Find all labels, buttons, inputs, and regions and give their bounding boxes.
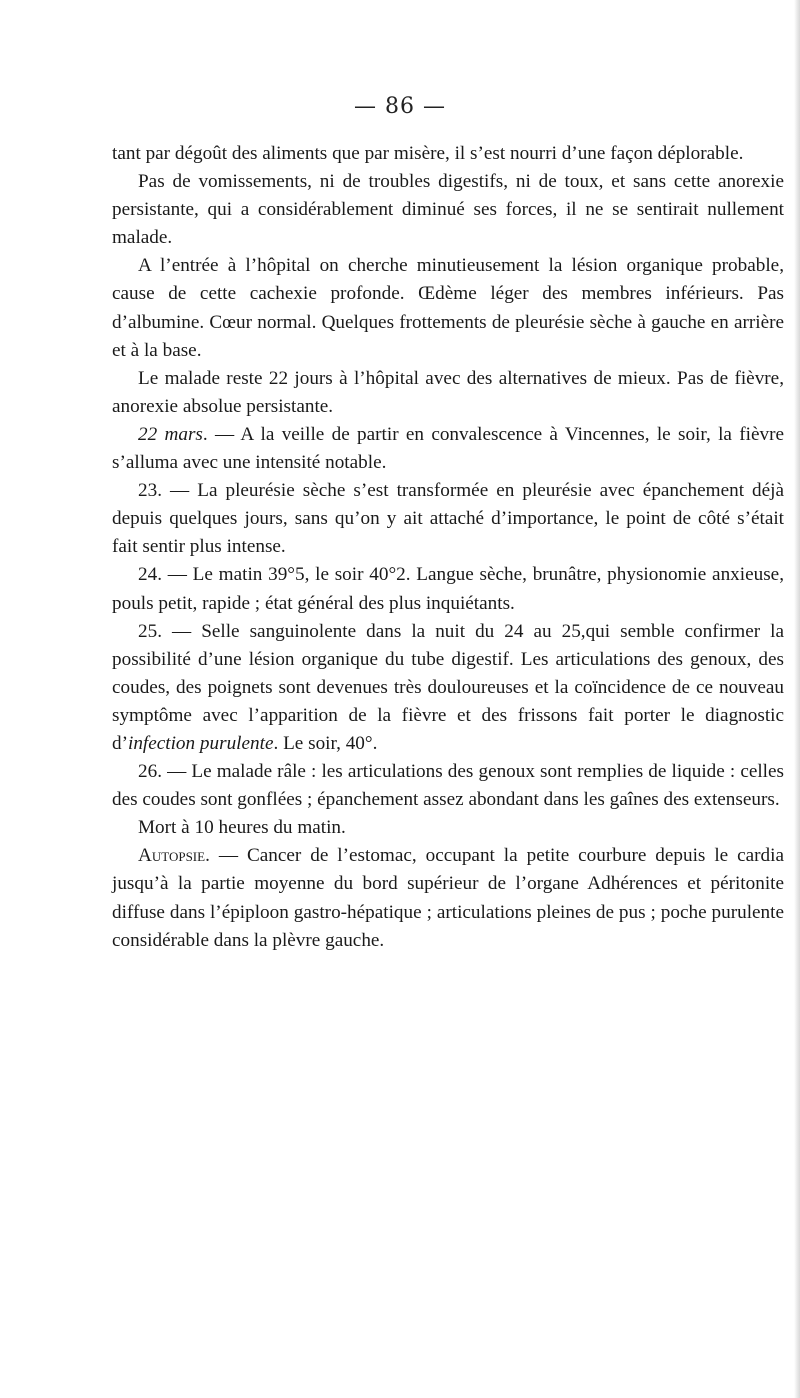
paragraph: Mort à 10 heures du matin.	[138, 817, 346, 839]
paragraph: Le malade reste 22 jours à l’hôpital avec des alternatives de mieux. Pas de fièvre, anorexie absolue persistante.	[112, 367, 784, 417]
emphasis-text: infection purulente	[127, 732, 274, 754]
page-edge-shadow	[794, 0, 800, 1398]
section-label: Autopsie	[138, 845, 206, 867]
paragraph-text: . — Cancer de l’estomac, occupant la petite courbure depuis le cardia jusqu’à la partie moyenne du bord supérieur de l’organe Adhérences et péritonite diffuse dans l’épiploon gastro-hépatique ; articulations pleines de pus ; poche purulente considérable dans la plèvre gauche.	[112, 845, 784, 951]
paragraph-text: . — A la veille de partir en convalescence à Vincennes, le soir, la fièvre s’alluma avec une intensité notable.	[112, 423, 784, 474]
paragraph-with-emphasis	[112, 618, 784, 758]
body-text	[112, 140, 784, 955]
paragraph-text: 25. — Selle sanguinolente dans la nuit du 24 au 25,qui semble confirmer la possibilité d’une lésion organique du tube digestif. Les articulations des genoux, des coudes, des poignets sont devenues très douloureuses et la coïncidence de ce nouveau symptôme avec l’apparition de la fièvre et des frissons fait porter le diagnostic d’	[112, 620, 784, 754]
date-label: 22 mars	[138, 423, 203, 445]
paragraph: A l’entrée à l’hôpital on cherche minutieusement la lésion organique probable, cause de cette cachexie profonde. Œdème léger des membres inférieurs. Pas d’albumine. Cœur normal. Quelques frottements de pleurésie sèche à gauche en arrière et à la base.	[112, 255, 784, 361]
paragraph-text: . Le soir, 40°.	[273, 732, 378, 754]
page-number: — 86 —	[354, 94, 446, 119]
paragraph: 24. — Le matin 39°5, le soir 40°2. Langue sèche, brunâtre, physionomie anxieuse, pouls petit, rapide ; état général des plus inquiétants.	[112, 564, 784, 614]
paragraph-dated	[112, 421, 784, 477]
paragraph: tant par dégoût des aliments que par misère, il s’est nourri d’une façon déplorable.	[112, 143, 744, 164]
paragraph: 26. — Le malade râle : les articulations des genoux sont remplies de liquide : celles des coudes sont gonflées ; épanchement assez abondant dans les gaînes des extenseurs.	[112, 761, 784, 811]
paragraph: 23. — La pleurésie sèche s’est transformée en pleurésie avec épanchement déjà depuis quelques jours, sans qu’on y ait attaché d’importance, le point de côté s’était fait sentir plus intense.	[112, 480, 784, 558]
paragraph-autopsy	[112, 842, 784, 954]
paragraph: Pas de vomissements, ni de troubles digestifs, ni de toux, et sans cette anorexie persistante, qui a considérablement diminué ses forces, il ne se sentirait nullement malade.	[112, 171, 784, 249]
